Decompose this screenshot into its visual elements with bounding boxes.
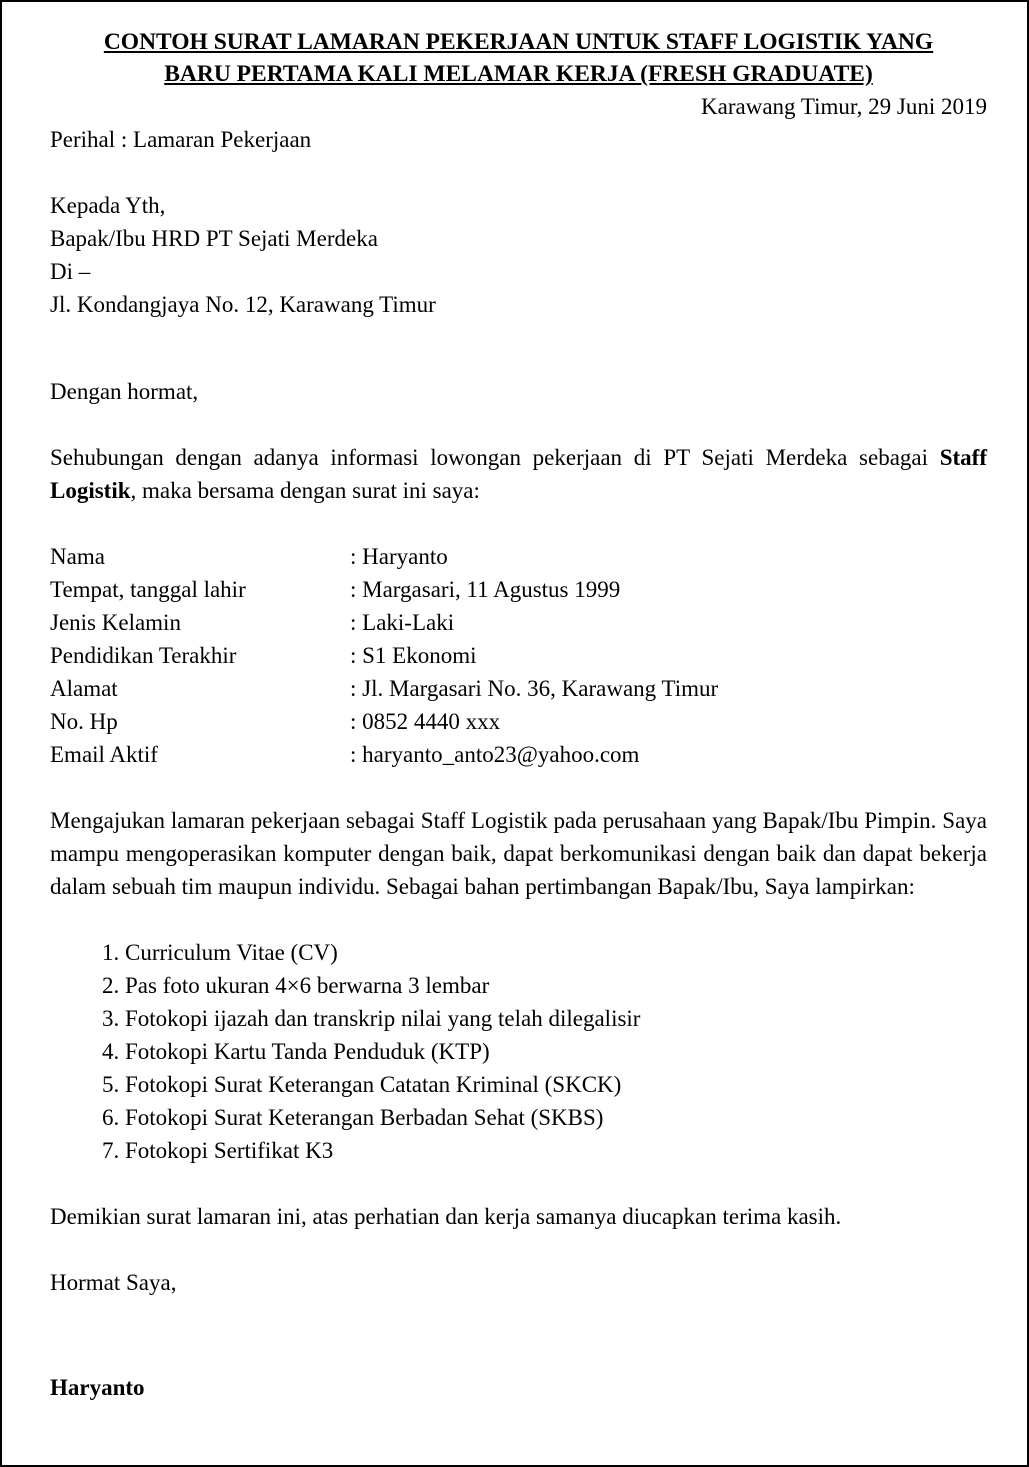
recipient-line-4: Jl. Kondangjaya No. 12, Karawang Timur — [50, 292, 436, 317]
greeting: Dengan hormat, — [50, 379, 199, 404]
letter-subject: Perihal : Lamaran Pekerjaan — [50, 127, 312, 152]
applicant-info-value: : S1 Ekonomi — [350, 643, 477, 668]
attachment-item: 1. Curriculum Vitae (CV) — [125, 936, 987, 969]
applicant-info-table — [50, 540, 718, 771]
closing-paragraph: Demikian surat lamaran ini, atas perhatian dan kerja samanya diucapkan terima kasih. — [50, 1204, 842, 1229]
applicant-info-value: : Haryanto — [350, 544, 448, 569]
attachment-item: 7. Fotokopi Sertifikat K3 — [125, 1134, 987, 1167]
attachment-list — [50, 936, 987, 1167]
attachment-item: 3. Fotokopi ijazah dan transkrip nilai yang telah dilegalisir — [125, 1002, 987, 1035]
applicant-info-row — [50, 672, 718, 705]
applicant-info-row — [50, 540, 718, 573]
attachment-item: 6. Fotokopi Surat Keterangan Berbadan Sehat (SKBS) — [125, 1101, 987, 1134]
attachment-item: 5. Fotokopi Surat Keterangan Catatan Kriminal (SKCK) — [125, 1068, 987, 1101]
applicant-info-value: : haryanto_anto23@yahoo.com — [350, 742, 640, 767]
applicant-info-label: Tempat, tanggal lahir — [50, 577, 246, 602]
applicant-info-row — [50, 738, 718, 771]
applicant-info-value: : Laki-Laki — [350, 610, 455, 635]
applicant-info-row — [50, 573, 718, 606]
applicant-info-row — [50, 606, 718, 639]
body-paragraph: Mengajukan lamaran pekerjaan sebagai Staff Logistik pada perusahaan yang Bapak/Ibu Pimpin. Saya mampu mengoperasikan komputer dengan baik, dapat berkomunikasi dengan baik dan dapat bekerja dalam sebuah tim maupun individu. Sebagai bahan pertimbangan Bapak/Ibu, Saya lampirkan: — [50, 808, 987, 899]
applicant-info-value: : Jl. Margasari No. 36, Karawang Timur — [350, 676, 719, 701]
applicant-info-label: Pendidikan Terakhir — [50, 643, 237, 668]
attachment-item: 2. Pas foto ukuran 4×6 berwarna 3 lembar — [125, 969, 987, 1002]
signature-name: Haryanto — [50, 1375, 145, 1400]
intro-paragraph — [50, 441, 987, 507]
intro-text-before: Sehubungan dengan adanya informasi lowongan pekerjaan di PT Sejati Merdeka sebagai — [50, 445, 940, 470]
title-line-1: CONTOH SURAT LAMARAN PEKERJAAN UNTUK STAFF LOGISTIK YANG — [103, 29, 934, 55]
sign-off: Hormat Saya, — [50, 1270, 177, 1295]
recipient-line-3: Di – — [50, 259, 91, 284]
applicant-info-label: Nama — [50, 544, 105, 569]
attachment-item: 4. Fotokopi Kartu Tanda Penduduk (KTP) — [125, 1035, 987, 1068]
applicant-info-label: No. Hp — [50, 709, 118, 734]
applicant-info-label: Email Aktif — [50, 742, 158, 767]
recipient-block — [50, 189, 987, 321]
applicant-info-value: : 0852 4440 xxx — [350, 709, 501, 734]
applicant-info-label: Alamat — [50, 676, 118, 701]
intro-position-bold: Staff Logistik — [50, 445, 987, 503]
title-line-2: BARU PERTAMA KALI MELAMAR KERJA (FRESH GRADUATE) — [164, 61, 873, 87]
applicant-info-row — [50, 705, 718, 738]
intro-text-after: , maka bersama dengan surat ini saya: — [130, 478, 480, 503]
applicant-info-row — [50, 639, 718, 672]
letter-date: Karawang Timur, 29 Juni 2019 — [701, 94, 987, 119]
applicant-info-value: : Margasari, 11 Agustus 1999 — [350, 577, 621, 602]
recipient-line-2: Bapak/Ibu HRD PT Sejati Merdeka — [50, 226, 378, 251]
recipient-line-1: Kepada Yth, — [50, 193, 166, 218]
letter-title — [50, 26, 987, 90]
applicant-info-label: Jenis Kelamin — [50, 610, 181, 635]
